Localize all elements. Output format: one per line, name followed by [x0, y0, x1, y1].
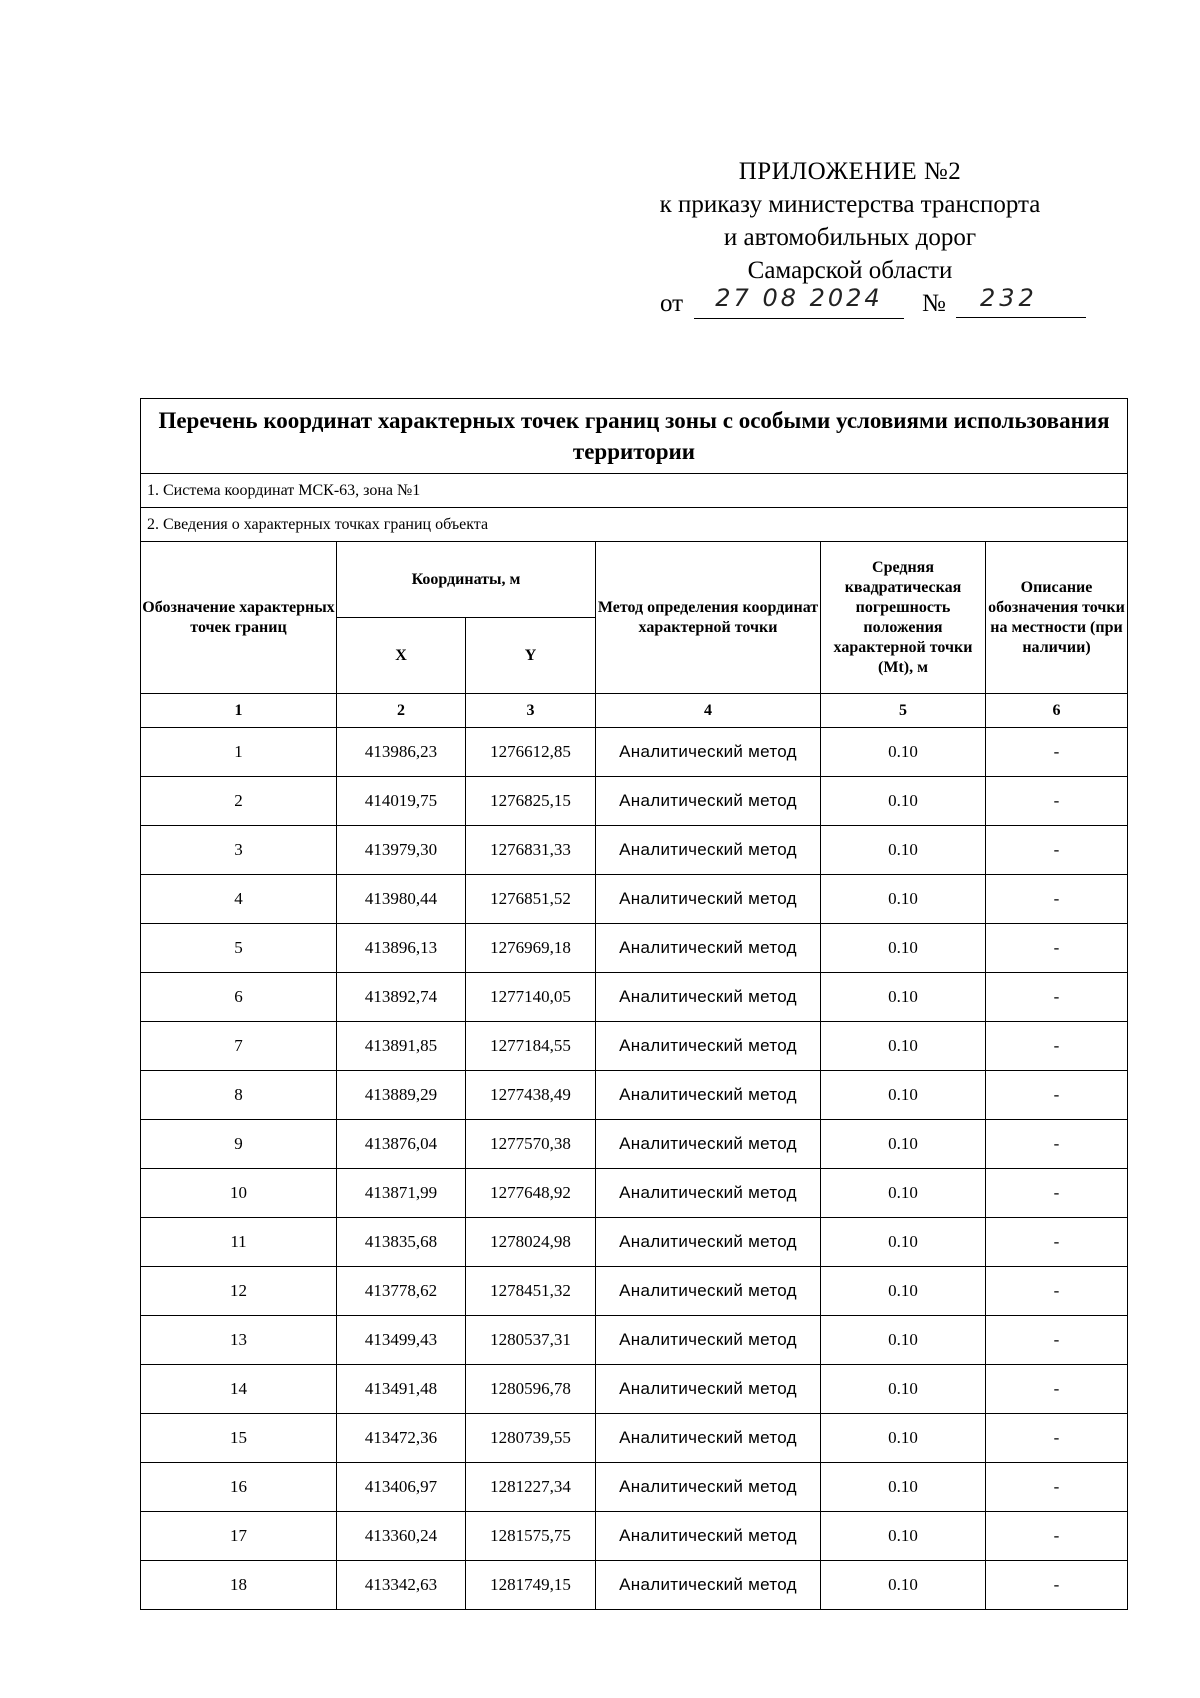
- header-method: Метод определения координат характерной точки: [596, 542, 821, 694]
- x-coordinate-cell: 413342,63: [337, 1561, 466, 1610]
- mean-error-cell: 0.10: [821, 1022, 986, 1071]
- x-coordinate-cell: 413360,24: [337, 1512, 466, 1561]
- mean-error-cell: 0.10: [821, 1512, 986, 1561]
- table-body: [141, 728, 1128, 1610]
- column-number: 2: [337, 694, 466, 728]
- description-cell: -: [986, 1169, 1128, 1218]
- point-number-cell: 12: [141, 1267, 337, 1316]
- header-point-designation: Обозначение характерных точек границ: [141, 542, 337, 694]
- table-row: [141, 777, 1128, 826]
- table-row: [141, 1414, 1128, 1463]
- coordinate-system: 1. Система координат МСК-63, зона №1: [141, 474, 1128, 508]
- point-number-cell: 14: [141, 1365, 337, 1414]
- point-number-cell: 7: [141, 1022, 337, 1071]
- appendix-title: ПРИЛОЖЕНИЕ №2: [738, 158, 962, 185]
- x-coordinate-cell: 414019,75: [337, 777, 466, 826]
- point-number-cell: 5: [141, 924, 337, 973]
- appendix-header: [600, 155, 1100, 287]
- method-cell: Аналитический метод: [596, 1512, 821, 1561]
- description-cell: -: [986, 1512, 1128, 1561]
- mean-error-cell: 0.10: [821, 1120, 986, 1169]
- table-row: [141, 875, 1128, 924]
- method-cell: Аналитический метод: [596, 826, 821, 875]
- x-coordinate-cell: 413891,85: [337, 1022, 466, 1071]
- x-coordinate-cell: 413986,23: [337, 728, 466, 777]
- description-cell: -: [986, 1267, 1128, 1316]
- column-number: 5: [821, 694, 986, 728]
- mean-error-cell: 0.10: [821, 924, 986, 973]
- description-cell: -: [986, 924, 1128, 973]
- y-coordinate-cell: 1281575,75: [466, 1512, 596, 1561]
- y-coordinate-cell: 1280537,31: [466, 1316, 596, 1365]
- header-description: Описание обозначения точки на местности (при наличии): [986, 542, 1128, 694]
- mean-error-cell: 0.10: [821, 777, 986, 826]
- x-coordinate-cell: 413979,30: [337, 826, 466, 875]
- x-coordinate-cell: 413892,74: [337, 973, 466, 1022]
- order-number: 232: [956, 284, 1086, 318]
- mean-error-cell: 0.10: [821, 1218, 986, 1267]
- point-number-cell: 15: [141, 1414, 337, 1463]
- method-cell: Аналитический метод: [596, 1561, 821, 1610]
- point-number-cell: 9: [141, 1120, 337, 1169]
- description-cell: -: [986, 826, 1128, 875]
- mean-error-cell: 0.10: [821, 1463, 986, 1512]
- x-coordinate-cell: 413778,62: [337, 1267, 466, 1316]
- description-cell: -: [986, 973, 1128, 1022]
- description-cell: -: [986, 728, 1128, 777]
- point-number-cell: 3: [141, 826, 337, 875]
- y-coordinate-cell: 1277438,49: [466, 1071, 596, 1120]
- description-cell: -: [986, 1316, 1128, 1365]
- y-coordinate-cell: 1280739,55: [466, 1414, 596, 1463]
- method-cell: Аналитический метод: [596, 1022, 821, 1071]
- table-row: [141, 1169, 1128, 1218]
- column-number: 6: [986, 694, 1128, 728]
- table-row: [141, 1022, 1128, 1071]
- method-cell: Аналитический метод: [596, 1218, 821, 1267]
- y-coordinate-cell: 1277140,05: [466, 973, 596, 1022]
- column-number: 4: [596, 694, 821, 728]
- column-number: 1: [141, 694, 337, 728]
- point-number-cell: 17: [141, 1512, 337, 1561]
- table-row: [141, 1512, 1128, 1561]
- mean-error-cell: 0.10: [821, 728, 986, 777]
- table-row: [141, 1365, 1128, 1414]
- y-coordinate-cell: 1280596,78: [466, 1365, 596, 1414]
- description-cell: -: [986, 1365, 1128, 1414]
- description-cell: -: [986, 777, 1128, 826]
- y-coordinate-cell: 1278451,32: [466, 1267, 596, 1316]
- x-coordinate-cell: 413896,13: [337, 924, 466, 973]
- table-row: [141, 1316, 1128, 1365]
- mean-error-cell: 0.10: [821, 1414, 986, 1463]
- number-label: №: [922, 290, 946, 317]
- y-coordinate-cell: 1276851,52: [466, 875, 596, 924]
- x-coordinate-cell: 413499,43: [337, 1316, 466, 1365]
- method-cell: Аналитический метод: [596, 973, 821, 1022]
- point-number-cell: 6: [141, 973, 337, 1022]
- method-cell: Аналитический метод: [596, 1316, 821, 1365]
- mean-error-cell: 0.10: [821, 875, 986, 924]
- mean-error-cell: 0.10: [821, 1071, 986, 1120]
- table-row: [141, 1218, 1128, 1267]
- method-cell: Аналитический метод: [596, 1120, 821, 1169]
- table-row: [141, 1267, 1128, 1316]
- table-row: [141, 924, 1128, 973]
- description-cell: -: [986, 875, 1128, 924]
- table-row: [141, 728, 1128, 777]
- y-coordinate-cell: 1278024,98: [466, 1218, 596, 1267]
- mean-error-cell: 0.10: [821, 826, 986, 875]
- x-coordinate-cell: 413980,44: [337, 875, 466, 924]
- header-coordinates: Координаты, м: [337, 542, 596, 618]
- mean-error-cell: 0.10: [821, 1169, 986, 1218]
- y-coordinate-cell: 1281227,34: [466, 1463, 596, 1512]
- y-coordinate-cell: 1276831,33: [466, 826, 596, 875]
- method-cell: Аналитический метод: [596, 1169, 821, 1218]
- description-cell: -: [986, 1071, 1128, 1120]
- order-date: 27 08 2024: [694, 284, 904, 319]
- x-coordinate-cell: 413472,36: [337, 1414, 466, 1463]
- point-number-cell: 10: [141, 1169, 337, 1218]
- x-coordinate-cell: 413406,97: [337, 1463, 466, 1512]
- appendix-line-2: и автомобильных дорог: [723, 224, 977, 251]
- header-y: Y: [466, 618, 596, 694]
- x-coordinate-cell: 413889,29: [337, 1071, 466, 1120]
- table-row: [141, 1071, 1128, 1120]
- description-cell: -: [986, 1463, 1128, 1512]
- table-row: [141, 1120, 1128, 1169]
- description-cell: -: [986, 1120, 1128, 1169]
- method-cell: Аналитический метод: [596, 777, 821, 826]
- table-row: [141, 1561, 1128, 1610]
- point-number-cell: 4: [141, 875, 337, 924]
- point-number-cell: 11: [141, 1218, 337, 1267]
- x-coordinate-cell: 413835,68: [337, 1218, 466, 1267]
- point-number-cell: 8: [141, 1071, 337, 1120]
- header-mean-error: Средняя квадратическая погрешность положения характерной точки (Mt), м: [821, 542, 986, 694]
- appendix-line-1: к приказу министерства транспорта: [659, 191, 1041, 218]
- table-row: [141, 973, 1128, 1022]
- y-coordinate-cell: 1277184,55: [466, 1022, 596, 1071]
- y-coordinate-cell: 1276612,85: [466, 728, 596, 777]
- coordinates-table: [140, 398, 1128, 1610]
- appendix-line-3: Самарской области: [747, 257, 953, 284]
- table-caption: Перечень координат характерных точек границ зоны с особыми условиями использования территории: [141, 399, 1128, 474]
- method-cell: Аналитический метод: [596, 875, 821, 924]
- table-row: [141, 1463, 1128, 1512]
- header-x: X: [337, 618, 466, 694]
- boundary-points-section: 2. Сведения о характерных точках границ объекта: [141, 508, 1128, 542]
- method-cell: Аналитический метод: [596, 1365, 821, 1414]
- mean-error-cell: 0.10: [821, 1561, 986, 1610]
- point-number-cell: 18: [141, 1561, 337, 1610]
- date-label: от: [660, 290, 684, 317]
- y-coordinate-cell: 1276825,15: [466, 777, 596, 826]
- method-cell: Аналитический метод: [596, 1267, 821, 1316]
- description-cell: -: [986, 1218, 1128, 1267]
- column-number: 3: [466, 694, 596, 728]
- point-number-cell: 1: [141, 728, 337, 777]
- order-date-line: [660, 284, 1100, 324]
- method-cell: Аналитический метод: [596, 924, 821, 973]
- method-cell: Аналитический метод: [596, 1414, 821, 1463]
- point-number-cell: 13: [141, 1316, 337, 1365]
- y-coordinate-cell: 1276969,18: [466, 924, 596, 973]
- y-coordinate-cell: 1277570,38: [466, 1120, 596, 1169]
- mean-error-cell: 0.10: [821, 1316, 986, 1365]
- method-cell: Аналитический метод: [596, 1463, 821, 1512]
- description-cell: -: [986, 1414, 1128, 1463]
- x-coordinate-cell: 413871,99: [337, 1169, 466, 1218]
- x-coordinate-cell: 413876,04: [337, 1120, 466, 1169]
- mean-error-cell: 0.10: [821, 1267, 986, 1316]
- method-cell: Аналитический метод: [596, 1071, 821, 1120]
- y-coordinate-cell: 1277648,92: [466, 1169, 596, 1218]
- description-cell: -: [986, 1022, 1128, 1071]
- point-number-cell: 16: [141, 1463, 337, 1512]
- y-coordinate-cell: 1281749,15: [466, 1561, 596, 1610]
- point-number-cell: 2: [141, 777, 337, 826]
- description-cell: -: [986, 1561, 1128, 1610]
- mean-error-cell: 0.10: [821, 973, 986, 1022]
- mean-error-cell: 0.10: [821, 1365, 986, 1414]
- table-row: [141, 826, 1128, 875]
- x-coordinate-cell: 413491,48: [337, 1365, 466, 1414]
- method-cell: Аналитический метод: [596, 728, 821, 777]
